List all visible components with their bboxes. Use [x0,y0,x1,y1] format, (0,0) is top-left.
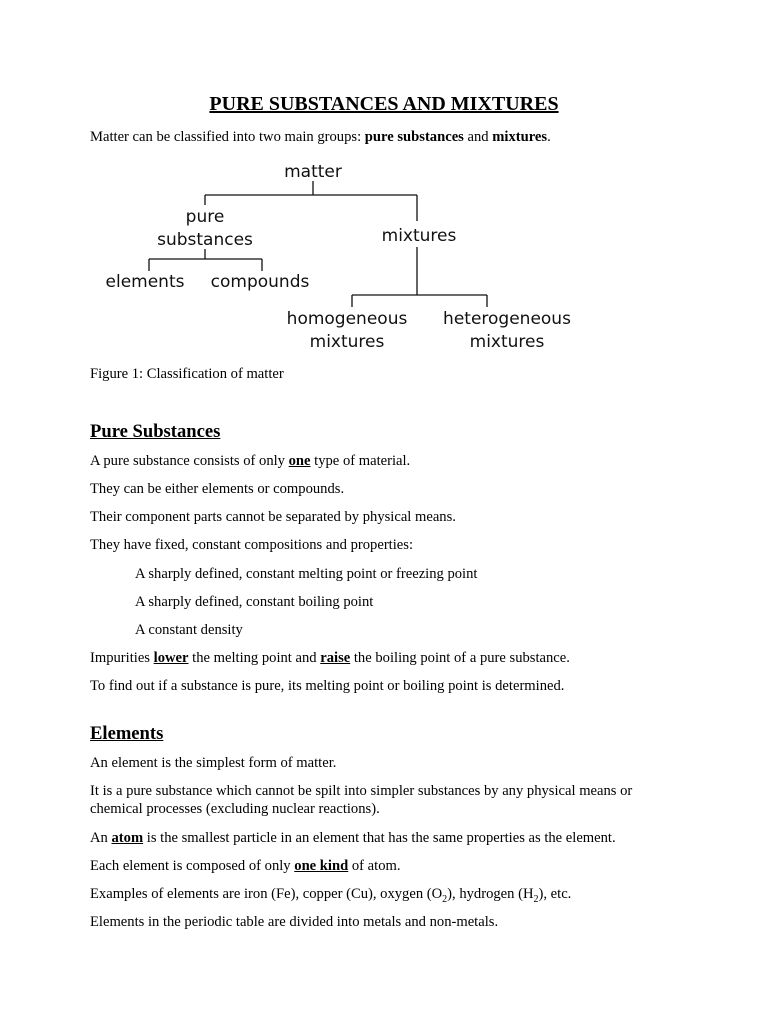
emphasis-lower: lower [153,650,189,666]
node-pure-line1: pure [185,207,225,227]
text-span: of atom. [348,858,401,874]
text-span: is the smallest particle in an element that has the same properties as the element. [143,830,616,846]
pure-paragraph-4: They have fixed, constant compositions and properties: [90,537,414,553]
node-homogeneous-line2: mixtures [309,332,385,352]
text-span: Impurities [90,650,154,666]
intro-text: Matter can be classified into two main groups: [90,129,365,145]
elements-paragraph-3 [90,829,616,847]
text-span: ), hydrogen (H [447,886,534,902]
node-pure-line2: substances [157,230,253,250]
property-item-melting: A sharply defined, constant melting point or freezing point [135,566,478,582]
text-span: A pure substance consists of only [90,453,289,469]
heading-elements: Elements [90,723,164,744]
intro-text-and: and [463,129,493,145]
intro-text-period: . [547,129,551,145]
elements-paragraph-4 [90,857,401,875]
elements-paragraph-2-line1: It is a pure substance which cannot be spilt into simpler substances by any physical means or [90,783,633,799]
intro-bold-mixtures: mixtures [492,129,548,145]
text-span: Examples of elements are iron (Fe), copper (Cu), oxygen (O [90,886,443,902]
text-span: type of material. [310,453,411,469]
pure-paragraph-6: To find out if a substance is pure, its melting point or boiling point is determined. [90,678,565,694]
node-mixtures: mixtures [381,226,457,246]
text-span: the boiling point of a pure substance. [350,650,570,666]
intro-paragraph [90,128,551,146]
page-title: PURE SUBSTANCES AND MIXTURES [209,93,559,115]
property-item-boiling: A sharply defined, constant boiling point [135,594,374,610]
emphasis-one-kind: one kind [294,858,349,874]
node-heterogeneous-line1: heterogeneous [443,309,571,329]
property-item-density: A constant density [135,622,243,638]
elements-paragraph-6: Elements in the periodic table are divided into metals and non-metals. [90,914,499,930]
node-heterogeneous-line2: mixtures [469,332,545,352]
node-homogeneous-line1: homogeneous [286,309,408,329]
elements-paragraph-5 [90,885,571,909]
emphasis-atom: atom [111,830,144,846]
text-span: Each element is composed of only [90,858,295,874]
elements-paragraph-2-line2: chemical processes (excluding nuclear reactions). [90,801,380,817]
subscript-oxygen: 2 [442,893,448,905]
pure-paragraph-5 [90,649,570,667]
text-span: ), etc. [538,886,572,902]
node-compounds: compounds [210,272,310,292]
subscript-hydrogen: 2 [533,893,539,905]
figure-caption: Figure 1: Classification of matter [90,366,284,382]
pure-paragraph-2: They can be either elements or compounds. [90,481,345,497]
classification-diagram [95,155,595,355]
emphasis-raise: raise [320,650,351,666]
emphasis-one: one [288,453,311,469]
pure-paragraph-3: Their component parts cannot be separated by physical means. [90,509,456,525]
heading-pure-substances: Pure Substances [90,421,221,442]
pure-paragraph-1 [90,452,410,470]
text-span: the melting point and [188,650,321,666]
elements-paragraph-1: An element is the simplest form of matter. [90,755,337,771]
node-matter: matter [284,162,342,182]
intro-bold-pure-substances: pure substances [364,129,464,145]
node-elements: elements [105,272,185,292]
text-span: An [90,830,112,846]
